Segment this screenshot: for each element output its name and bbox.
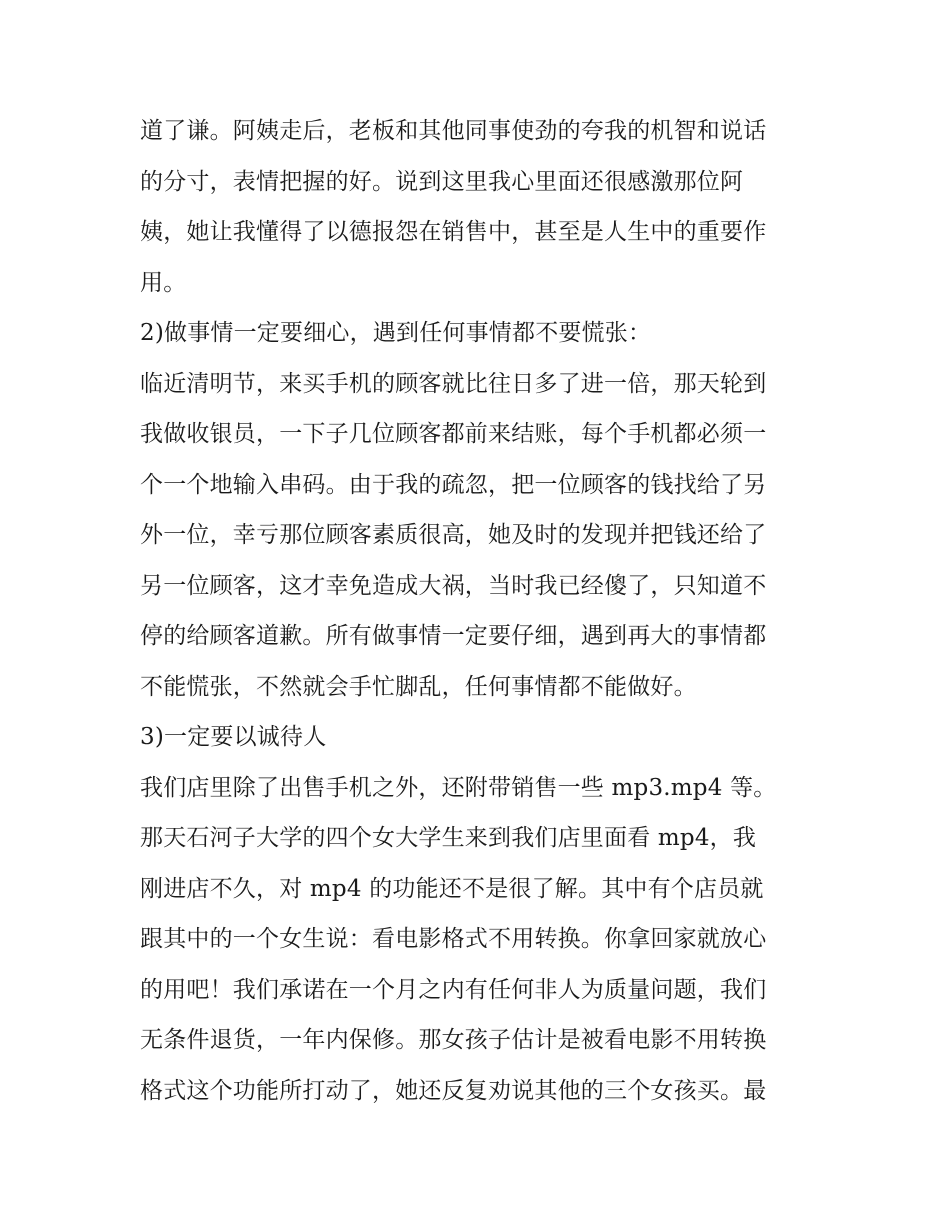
text-line: 刚进店不久，对 mp4 的功能还不是很了解。其中有个店员就 (140, 875, 764, 902)
text-line: 姨，她让我懂得了以德报怨在销售中，甚至是人生中的重要作 (140, 219, 767, 245)
text-line: 另一位顾客，这才幸免造成大祸，当时我已经傻了，只知道不 (140, 572, 767, 599)
text-line: 停的给顾客道歉。所有做事情一定要仔细，遇到再大的事情都 (140, 623, 767, 649)
text-line: 那天石河子大学的四个女大学生来到我们店里面看 mp4，我 (140, 825, 757, 851)
text-line: 格式这个功能所打动了，她还反复劝说其他的三个女孩买。最 (140, 1077, 767, 1104)
text-line: 跟其中的一个女生说：看电影格式不用转换。你拿回家就放心 (140, 926, 767, 952)
text-line: 无条件退货，一年内保修。那女孩子估计是被看电影不用转换 (140, 1027, 767, 1053)
text-line: 个一个地输入串码。由于我的疏忽，把一位顾客的钱找给了另 (140, 471, 767, 498)
text-line: 临近清明节，来买手机的顾客就比往日多了进一倍，那天轮到 (140, 370, 767, 397)
text-line: 的用吧！我们承诺在一个月之内有任何非人为质量问题，我们 (140, 976, 767, 1003)
text-line: 外一位，幸亏那位顾客素质很高，她及时的发现并把钱还给了 (140, 522, 767, 548)
text-line: 我做收银员，一下子几位顾客都前来结账，每个手机都必须一 (140, 421, 767, 447)
section-heading-3: 3)一定要以诚待人 (140, 724, 327, 750)
text-line: 我们店里除了出售手机之外，还附带销售一些 mp3.mp4 等。 (140, 774, 777, 801)
text-line: 用。 (140, 269, 187, 296)
text-line: 不能慌张，不然就会手忙脚乱，任何事情都不能做好。 (140, 673, 697, 700)
document-body (140, 106, 820, 1116)
section-heading-2: 2)做事情一定要细心，遇到任何事情都不要慌张： (140, 320, 652, 346)
text-line: 的分寸，表情把握的好。说到这里我心里面还很感激那位阿 (140, 168, 744, 195)
text-line: 道了谦。阿姨走后，老板和其他同事使劲的夸我的机智和说话 (140, 118, 767, 144)
